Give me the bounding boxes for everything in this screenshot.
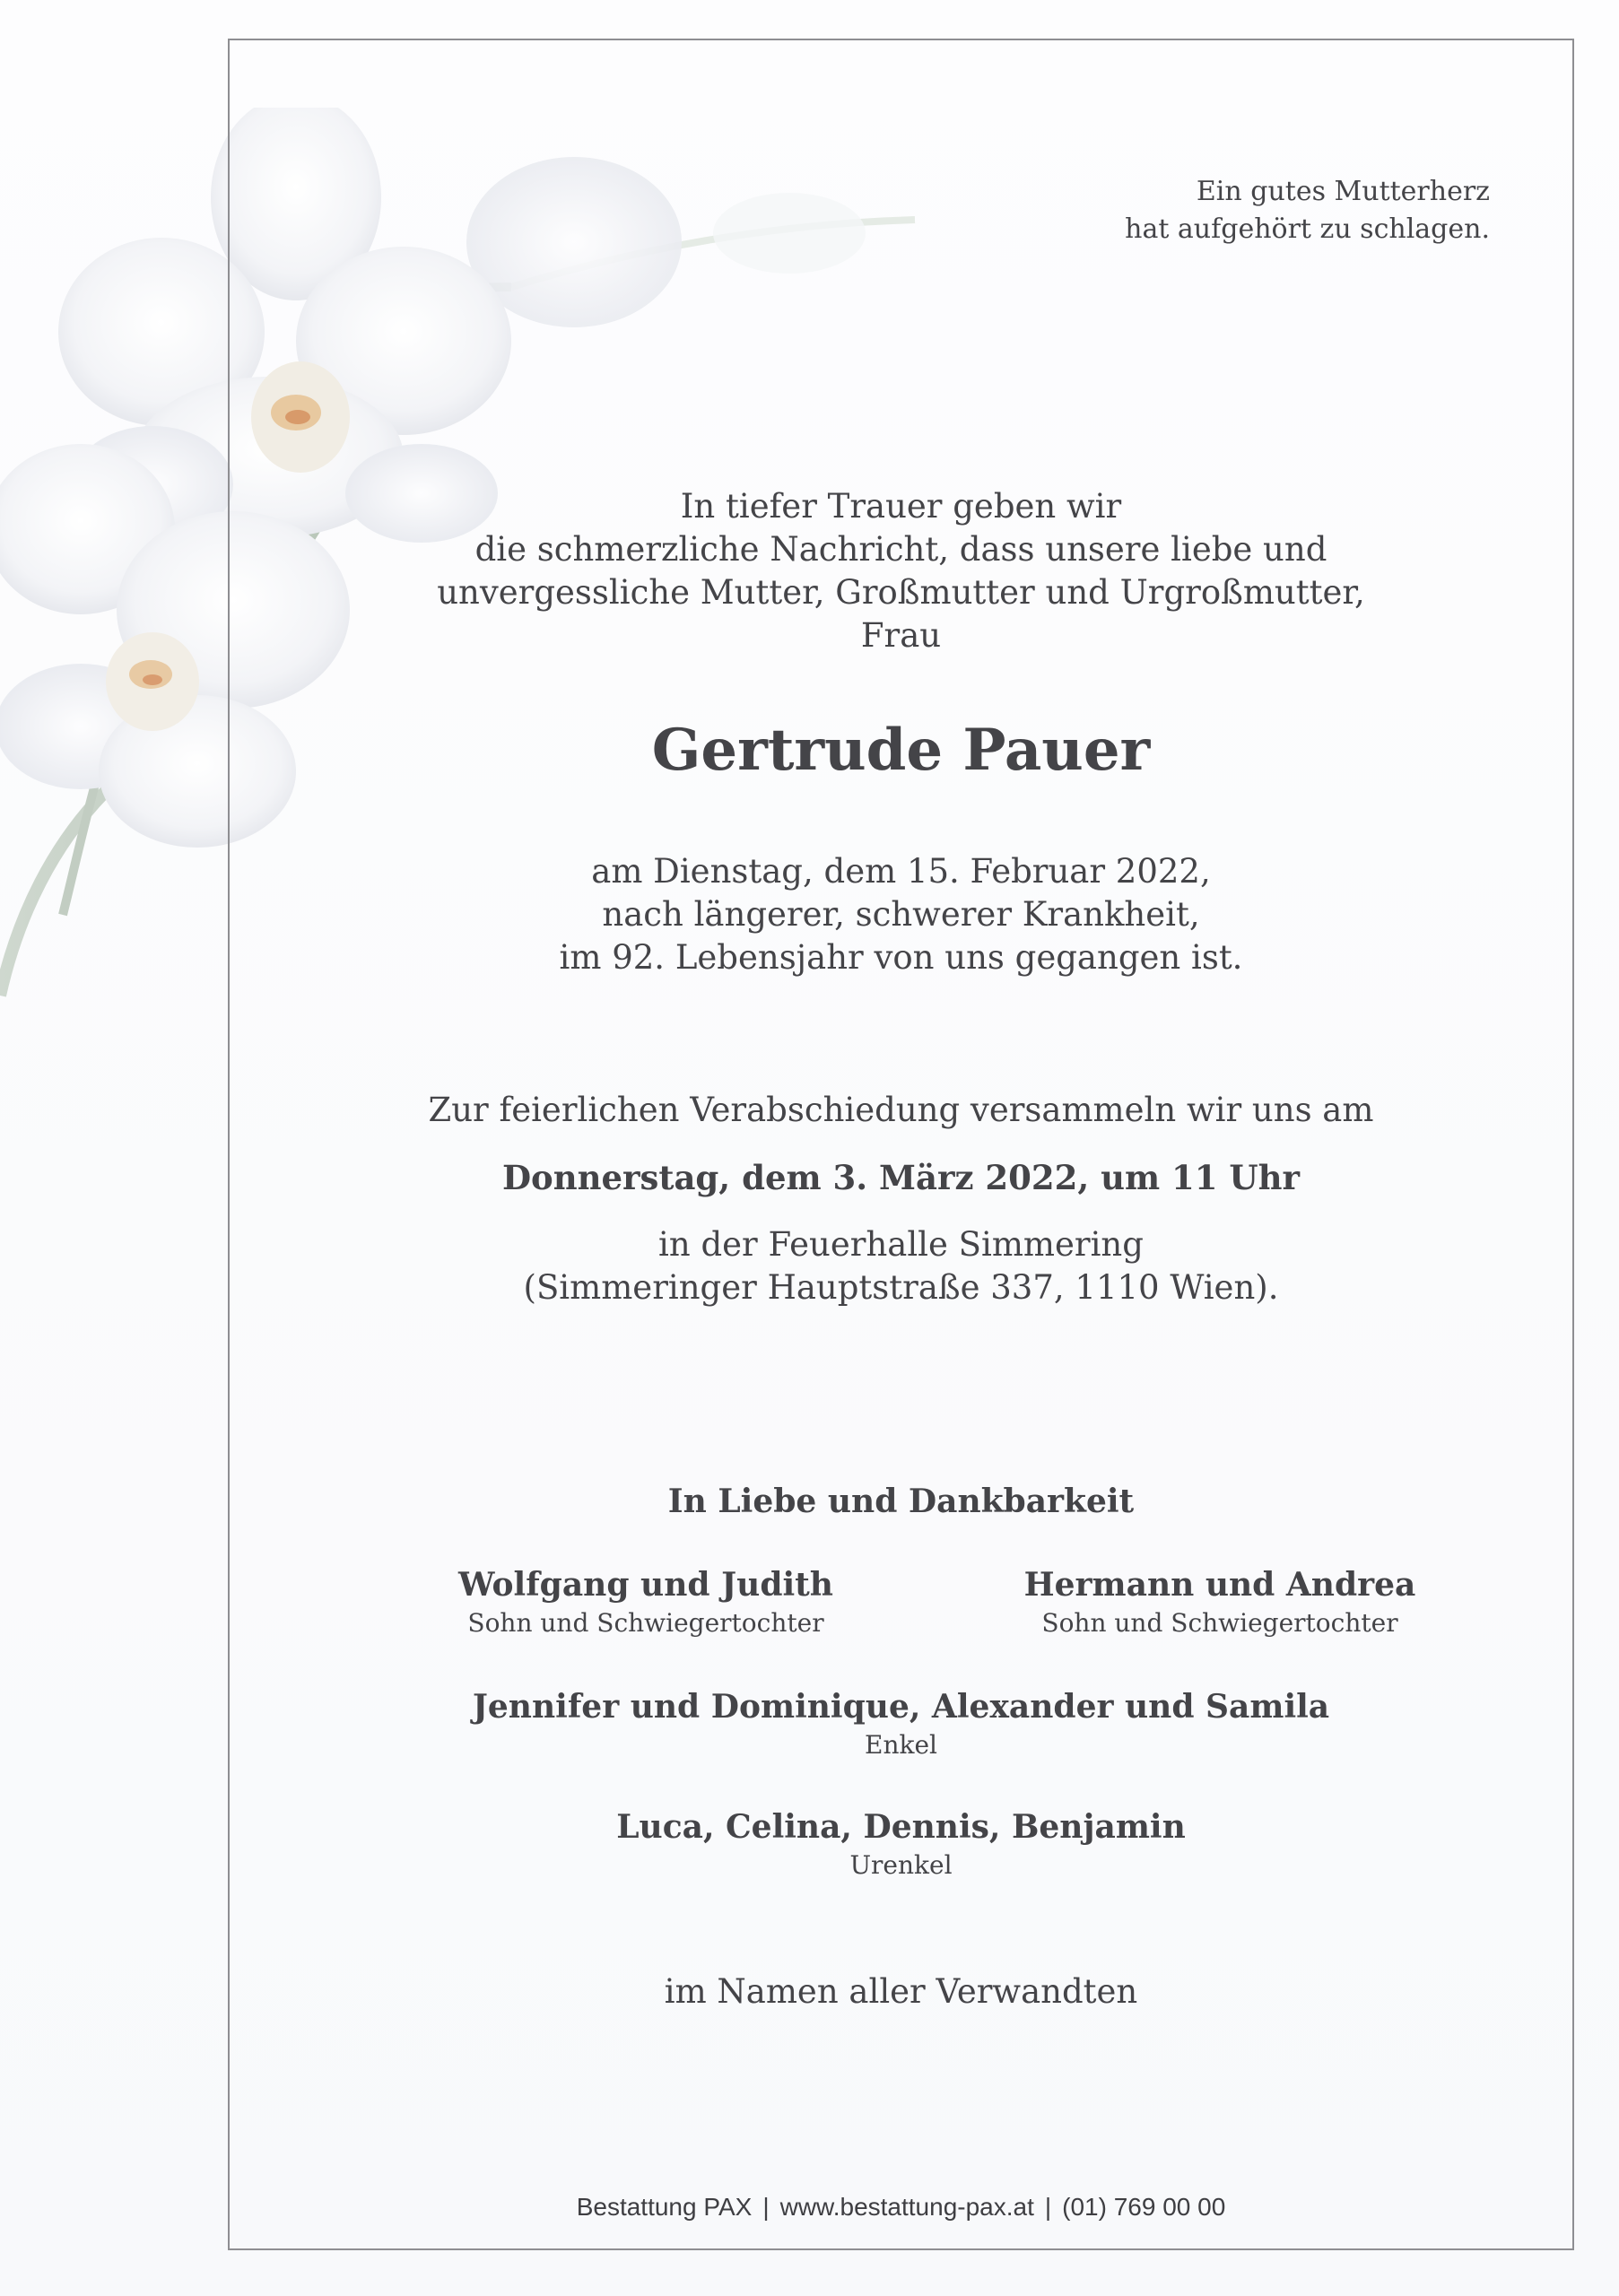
grandchildren-relation: Enkel [865, 1730, 937, 1760]
death-line-2: nach längerer, schwerer Krankheit, [602, 895, 1200, 934]
mourner-relation: Sohn und Schwiegertochter [1041, 1608, 1398, 1638]
intro-line-2: die schmerzliche Nachricht, dass unsere liebe und [474, 530, 1327, 569]
mourner-pair-left [377, 1562, 915, 1639]
grandchildren-names: Jennifer und Dominique, Alexander und Samila [472, 1688, 1330, 1726]
footer-website-link[interactable]: www.bestattung-pax.at [779, 2193, 1034, 2221]
mourner-names: Wolfgang und Judith [458, 1566, 833, 1604]
motto-line-2: hat aufgehört zu schlagen. [1125, 213, 1490, 245]
mourner-names: Hermann und Andrea [1023, 1566, 1416, 1604]
intro-line-4: Frau [860, 616, 942, 655]
grandchildren [228, 1684, 1574, 1761]
mourner-pair-right [969, 1562, 1471, 1639]
place-line-1: in der Feuerhalle Simmering [658, 1225, 1144, 1264]
footer [228, 2189, 1574, 2225]
mourner-relation: Sohn und Schwiegertochter [467, 1608, 824, 1638]
death-details [228, 850, 1574, 979]
footer-separator: | [762, 2193, 770, 2221]
ceremony-place [228, 1223, 1574, 1309]
mourners-heading: In Liebe und Dankbarkeit [667, 1483, 1135, 1520]
death-line-1: am Dienstag, dem 15. Februar 2022, [591, 852, 1211, 891]
deceased-name: Gertrude Pauer [651, 717, 1151, 784]
great-grandchildren [228, 1805, 1574, 1882]
ceremony-invitation: Zur feierlichen Verabschiedung versammeln wir uns am [428, 1091, 1374, 1129]
page-border [228, 39, 1574, 2250]
footer-phone: (01) 769 00 00 [1062, 2193, 1226, 2221]
announcement-intro [228, 485, 1574, 657]
intro-line-3: unvergessliche Mutter, Großmutter und Urgroßmutter, [437, 573, 1365, 612]
motto-line-1: Ein gutes Mutterherz [1196, 176, 1490, 207]
intro-line-1: In tiefer Trauer geben wir [680, 487, 1122, 526]
motto-verse [1125, 173, 1490, 248]
great-grandchildren-names: Luca, Celina, Dennis, Benjamin [616, 1808, 1186, 1846]
death-line-3: im 92. Lebensjahr von uns gegangen ist. [559, 938, 1243, 977]
great-grandchildren-relation: Urenkel [849, 1850, 953, 1880]
footer-separator: | [1044, 2193, 1052, 2221]
closing-line: im Namen aller Verwandten [664, 1972, 1138, 2011]
footer-company: Bestattung PAX [576, 2193, 753, 2221]
ceremony-date: Donnerstag, dem 3. März 2022, um 11 Uhr [501, 1158, 1301, 1197]
place-line-2: (Simmeringer Hauptstraße 337, 1110 Wien). [523, 1268, 1279, 1307]
